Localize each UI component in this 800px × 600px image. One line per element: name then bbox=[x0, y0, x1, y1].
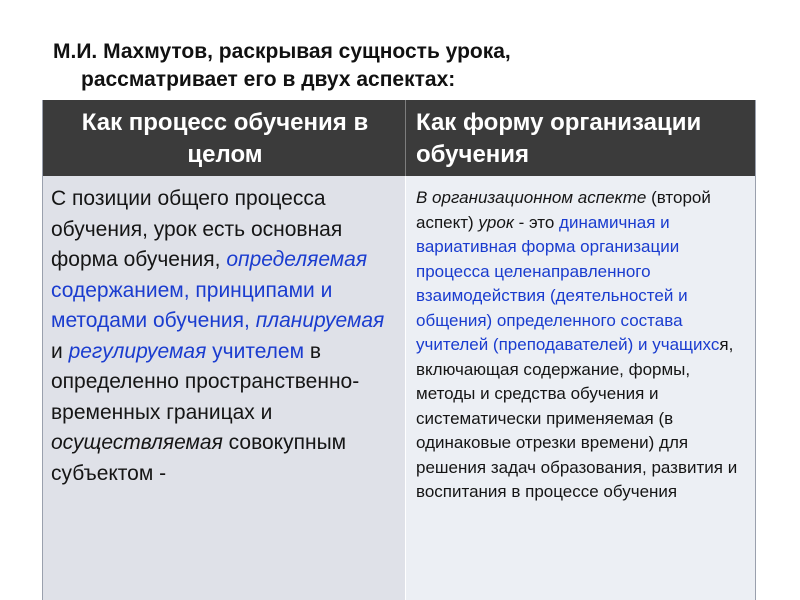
slide-title bbox=[53, 38, 773, 94]
table-header-row bbox=[43, 100, 755, 176]
right-text-6: я, включающая содержание, формы, методы и средства обучения и систематически применяемая (в одинаковые отрезки времени) для решения задач образования, развития и воспитания в процессе обучения bbox=[416, 335, 738, 501]
left-keyword-implemented: осуществляемая bbox=[51, 431, 223, 454]
right-definition-blue: динамичная и вариативная форма организации процесса целенаправленного взаимодействия (деятельностей и общения) определенного состава учителей (преподавателей) и учащихс bbox=[416, 212, 720, 354]
table-body-row bbox=[43, 176, 755, 600]
left-keyword-defined: определяемая bbox=[226, 248, 368, 271]
cell-process-description bbox=[43, 176, 406, 600]
left-text-1: С позиции общего процесса обучения, урок есть основная форма обучения, bbox=[51, 187, 343, 271]
title-line-1: М.И. Махмутов, раскрывая сущность урока, bbox=[53, 40, 511, 63]
right-text-1: В организационном аспекте bbox=[416, 188, 647, 207]
header-process: Как процесс обучения в целом bbox=[43, 100, 406, 176]
left-text-5: и bbox=[51, 339, 69, 363]
left-text-7: учителем bbox=[206, 339, 305, 363]
header-form: Как форму организации обучения bbox=[416, 109, 702, 168]
right-text-4: - это bbox=[513, 212, 560, 232]
right-keyword-lesson: урок bbox=[478, 212, 514, 232]
left-text-3: содержанием, принципами и методами обучения, bbox=[51, 278, 333, 332]
left-keyword-planned: планируемая bbox=[255, 309, 385, 332]
right-text-2: (второй аспект) bbox=[416, 188, 711, 232]
cell-form-description bbox=[406, 176, 755, 600]
comparison-table bbox=[42, 100, 756, 600]
left-text-10: совокупным субъектом - bbox=[51, 431, 347, 485]
left-text-8: в определенно пространственно-временных границах и bbox=[51, 339, 360, 424]
title-line-2: рассматривает его в двух аспектах: bbox=[81, 68, 456, 91]
left-keyword-regulated: регулируемая bbox=[68, 339, 207, 363]
